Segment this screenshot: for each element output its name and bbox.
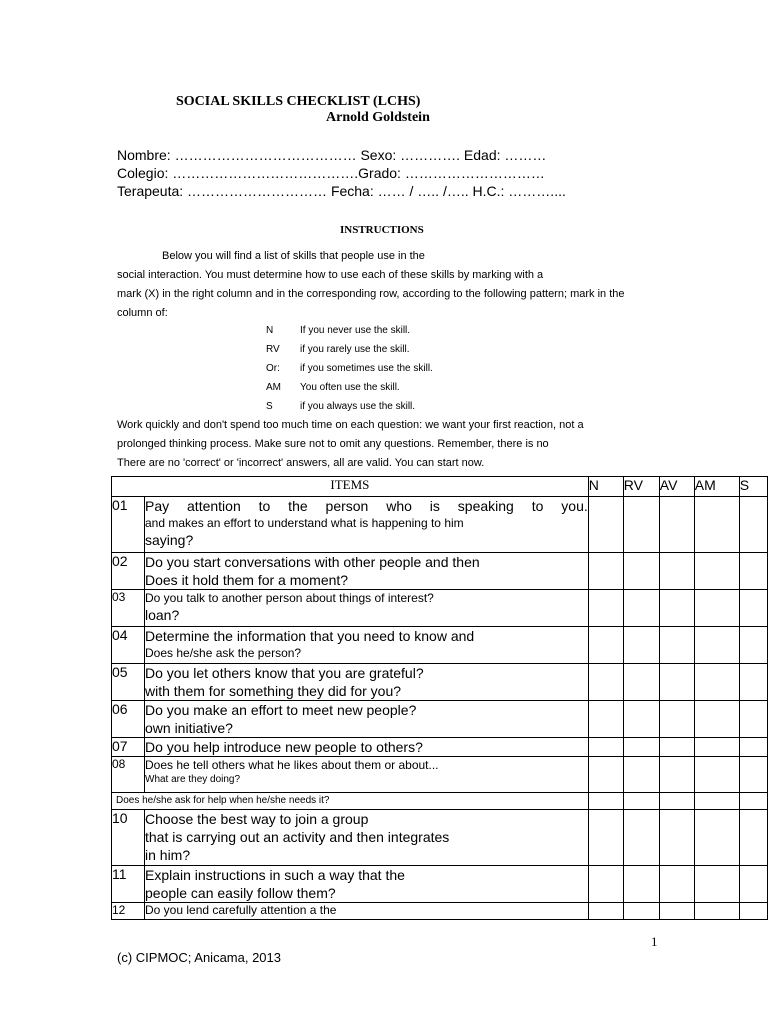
column-header-n: N (588, 477, 623, 497)
answer-cell-rv[interactable] (623, 497, 659, 553)
column-header-s: S (739, 477, 767, 497)
answer-cell-am[interactable] (694, 664, 739, 701)
item-number: 08 (112, 757, 145, 793)
legend-code: AM (266, 382, 281, 393)
answer-cell-n[interactable] (588, 738, 623, 757)
item-number: 05 (112, 664, 145, 701)
answer-cell-rv[interactable] (623, 793, 659, 810)
item-number: 11 (112, 866, 145, 903)
legend-text: If you never use the skill. (300, 325, 411, 336)
table-row (112, 553, 768, 590)
answer-cell-av[interactable] (659, 793, 694, 810)
question-line: What are they doing? (145, 774, 241, 785)
item-question (145, 810, 589, 866)
answer-cell-am[interactable] (694, 810, 739, 866)
answer-cell-n[interactable] (588, 810, 623, 866)
field-line-name: Nombre: ………………………………… Sexo: …………. Edad: ……… (117, 147, 547, 163)
legend-item (266, 382, 400, 393)
item-number: 06 (112, 701, 145, 738)
item-question (145, 497, 589, 553)
legend-item (266, 325, 410, 336)
question-line: in him? (145, 847, 191, 863)
answer-cell-rv[interactable] (623, 627, 659, 664)
answer-cell-n[interactable] (588, 793, 623, 810)
question-line: people can easily follow them? (145, 885, 336, 901)
column-header-rv: RV (623, 477, 659, 497)
answer-cell-rv[interactable] (623, 810, 659, 866)
page-number: 1 (651, 934, 658, 949)
instructions-heading: INSTRUCTIONS (340, 224, 424, 236)
item-question (145, 590, 589, 627)
answer-cell-av[interactable] (659, 810, 694, 866)
answer-cell-s[interactable] (739, 757, 767, 793)
item-number: 12 (112, 903, 145, 920)
question-line: Does he tell others what he likes about them or about... (145, 758, 439, 772)
answer-cell-s[interactable] (739, 590, 767, 627)
item-number: 07 (112, 738, 145, 757)
item-question (145, 627, 589, 664)
answer-cell-rv[interactable] (623, 590, 659, 627)
item-number: 03 (112, 590, 145, 627)
answer-cell-s[interactable] (739, 738, 767, 757)
item-number: 10 (112, 810, 145, 866)
legend-code: RV (266, 344, 280, 355)
item-number: 02 (112, 553, 145, 590)
answer-cell-s[interactable] (739, 664, 767, 701)
legend-text: if you sometimes use the skill. (300, 363, 433, 374)
table-row (112, 738, 768, 757)
answer-cell-am[interactable] (694, 793, 739, 810)
item-question (145, 866, 589, 903)
answer-cell-rv[interactable] (623, 664, 659, 701)
question-line: Choose the best way to join a group (145, 811, 369, 827)
answer-cell-am[interactable] (694, 701, 739, 738)
answer-cell-av[interactable] (659, 701, 694, 738)
answer-cell-rv[interactable] (623, 757, 659, 793)
column-header-am: AM (694, 477, 739, 497)
answer-cell-rv[interactable] (623, 701, 659, 738)
skills-checklist-table (111, 476, 768, 920)
answer-cell-s[interactable] (739, 810, 767, 866)
table-row (112, 590, 768, 627)
instructions-text: prolonged thinking process. Make sure not to omit any questions. Remember, there is no (117, 438, 549, 450)
item-question (145, 553, 589, 590)
answer-cell-rv[interactable] (623, 553, 659, 590)
instructions-text: social interaction. You must determine how to use each of these skills by marking with a (117, 269, 544, 281)
answer-cell-av[interactable] (659, 866, 694, 903)
legend-text: if you always use the skill. (300, 401, 416, 412)
table-row (112, 757, 768, 793)
answer-cell-av[interactable] (659, 590, 694, 627)
answer-cell-am[interactable] (694, 866, 739, 903)
answer-cell-am[interactable] (694, 757, 739, 793)
answer-cell-n[interactable] (588, 590, 623, 627)
answer-cell-rv[interactable] (623, 866, 659, 903)
document-title: SOCIAL SKILLS CHECKLIST (LCHS) (176, 94, 421, 109)
question-line: own initiative? (145, 720, 233, 736)
answer-cell-n[interactable] (588, 664, 623, 701)
table-row (112, 793, 768, 810)
column-header-av: AV (659, 477, 694, 497)
field-line-school: Colegio: ………………………………….Grado: ………………………… (117, 165, 545, 181)
document-author: Arnold Goldstein (326, 110, 430, 125)
question-line: Pay attention to the person who is speaking to you. (145, 498, 588, 514)
answer-cell-av[interactable] (659, 903, 694, 920)
table-row (112, 497, 768, 553)
legend-item (266, 344, 410, 355)
footer-copyright: (c) CIPMOC; Anicama, 2013 (117, 950, 281, 965)
answer-cell-av[interactable] (659, 664, 694, 701)
question-line: Determine the information that you need to know and (145, 628, 475, 644)
answer-cell-am[interactable] (694, 590, 739, 627)
table-row (112, 866, 768, 903)
answer-cell-am[interactable] (694, 903, 739, 920)
legend-code: S (266, 401, 273, 412)
answer-cell-av[interactable] (659, 627, 694, 664)
table-header-row (112, 477, 768, 497)
answer-cell-am[interactable] (694, 627, 739, 664)
answer-cell-n[interactable] (588, 553, 623, 590)
answer-cell-s[interactable] (739, 627, 767, 664)
legend-text: You often use the skill. (300, 382, 400, 393)
items-column-header: ITEMS (112, 477, 589, 497)
legend-text: if you rarely use the skill. (300, 344, 410, 355)
answer-cell-s[interactable] (739, 903, 767, 920)
table-row (112, 664, 768, 701)
answer-cell-av[interactable] (659, 738, 694, 757)
answer-cell-s[interactable] (739, 701, 767, 738)
item-question (145, 757, 589, 793)
answer-cell-n[interactable] (588, 866, 623, 903)
answer-cell-am[interactable] (694, 553, 739, 590)
answer-cell-av[interactable] (659, 497, 694, 553)
answer-cell-n[interactable] (588, 497, 623, 553)
legend-code: Or: (266, 363, 280, 374)
question-line: Do you make an effort to meet new people? (145, 702, 417, 718)
answer-cell-n[interactable] (588, 627, 623, 664)
question-line: Explain instructions in such a way that the (145, 867, 405, 883)
answer-cell-av[interactable] (659, 553, 694, 590)
item-question (145, 664, 589, 701)
answer-cell-rv[interactable] (623, 903, 659, 920)
answer-cell-s[interactable] (739, 793, 767, 810)
question-line: Does it hold them for a moment? (145, 572, 349, 588)
question-line: Does he/she ask for help when he/she needs it? (116, 795, 330, 806)
instructions-text: Work quickly and don't spend too much time on each question: we want your first reaction, not a (117, 419, 584, 431)
question-line: with them for something they did for you? (145, 683, 402, 699)
answer-cell-n[interactable] (588, 903, 623, 920)
question-line: Do you lend carefully attention a the (145, 903, 337, 917)
legend-code: N (266, 325, 274, 336)
question-line: Does he/she ask the person? (145, 646, 302, 660)
item-question (145, 701, 589, 738)
legend-item (266, 401, 415, 412)
item-question (145, 903, 589, 920)
instructions-text: mark (X) in the right column and in the corresponding row, according to the following pattern; mark in the (117, 288, 625, 300)
answer-cell-n[interactable] (588, 701, 623, 738)
question-line: Do you help introduce new people to others? (145, 739, 423, 755)
answer-cell-av[interactable] (659, 757, 694, 793)
answer-cell-n[interactable] (588, 757, 623, 793)
item-question (112, 793, 589, 810)
question-line: saying? (145, 532, 194, 548)
instructions-text: Below you will find a list of skills that people use in the (162, 250, 425, 262)
answer-cell-s[interactable] (739, 497, 767, 553)
question-line: Do you start conversations with other people and then (145, 554, 480, 570)
answer-cell-rv[interactable] (623, 738, 659, 757)
field-line-therapist: Terapeuta: ………………………… Fecha: …… / ….. /….. H.C.: ……….... (117, 183, 566, 199)
question-line: Do you let others know that you are grateful? (145, 665, 424, 681)
answer-cell-am[interactable] (694, 738, 739, 757)
table-row (112, 903, 768, 920)
question-line: that is carrying out an activity and then integrates (145, 829, 450, 845)
item-question (145, 738, 589, 757)
table-row (112, 701, 768, 738)
instructions-text: column of: (117, 307, 168, 319)
question-line: loan? (145, 607, 180, 623)
legend-item (266, 363, 433, 374)
answer-cell-s[interactable] (739, 866, 767, 903)
question-line: Do you talk to another person about things of interest? (145, 591, 434, 605)
item-number: 04 (112, 627, 145, 664)
table-row (112, 810, 768, 866)
answer-cell-am[interactable] (694, 497, 739, 553)
item-number: 01 (112, 497, 145, 553)
instructions-text: There are no 'correct' or 'incorrect' answers, all are valid. You can start now. (117, 457, 485, 469)
answer-cell-s[interactable] (739, 553, 767, 590)
table-row (112, 627, 768, 664)
question-line: and makes an effort to understand what is happening to him (145, 516, 464, 530)
